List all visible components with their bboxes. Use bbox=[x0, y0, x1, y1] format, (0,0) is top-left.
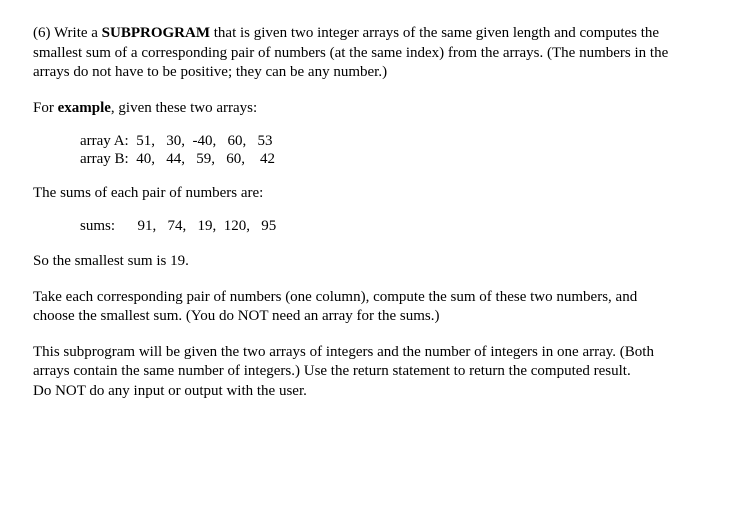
example-emphasis: example bbox=[57, 99, 111, 116]
problem-intro-line3: arrays do not have to be positive; they can be any number.) bbox=[33, 64, 388, 80]
sums-heading: The sums of each pair of numbers are: bbox=[33, 185, 264, 201]
instructions-p2-line2: arrays contain the same number of integers.) Use the return statement to return the computed result. bbox=[33, 363, 631, 379]
instructions-p2-line1: This subprogram will be given the two arrays of integers and the number of integers in one array. (Both bbox=[33, 343, 654, 360]
array-b-line: array B: 40, 44, 59, 60, 42 bbox=[80, 151, 275, 167]
instructions-paragraph-2 bbox=[33, 343, 723, 402]
smallest-sum-statement: So the smallest sum is 19. bbox=[33, 253, 189, 269]
example-lead bbox=[33, 99, 723, 119]
problem-document bbox=[33, 24, 723, 401]
subprogram-emphasis: SUBPROGRAM bbox=[101, 25, 211, 41]
problem-intro-prefix: (6) Write a bbox=[33, 25, 102, 41]
example-lead-rest: , given these two arrays: bbox=[110, 99, 258, 116]
instructions-p2-line3: Do NOT do any input or output with the user. bbox=[33, 382, 307, 399]
problem-intro-line2: smallest sum of a corresponding pair of numbers (at the same index) from the arrays. (The numbers in the bbox=[33, 44, 669, 61]
array-a-line: array A: 51, 30, -40, 60, 53 bbox=[80, 133, 273, 149]
problem-statement bbox=[33, 24, 723, 83]
problem-intro-line1: that is given two integer arrays of the same given length and computes the bbox=[210, 25, 660, 41]
example-arrays bbox=[33, 132, 723, 168]
instructions-paragraph-1 bbox=[33, 288, 723, 327]
instructions-p1-line2: choose the smallest sum. (You do NOT need an array for the sums.) bbox=[33, 308, 440, 324]
example-lead-prefix: For bbox=[33, 99, 58, 116]
instructions-p1-line1: Take each corresponding pair of numbers (one column), compute the sum of these two numbers, and bbox=[33, 288, 638, 305]
sums-line: sums: 91, 74, 19, 120, 95 bbox=[80, 217, 277, 234]
